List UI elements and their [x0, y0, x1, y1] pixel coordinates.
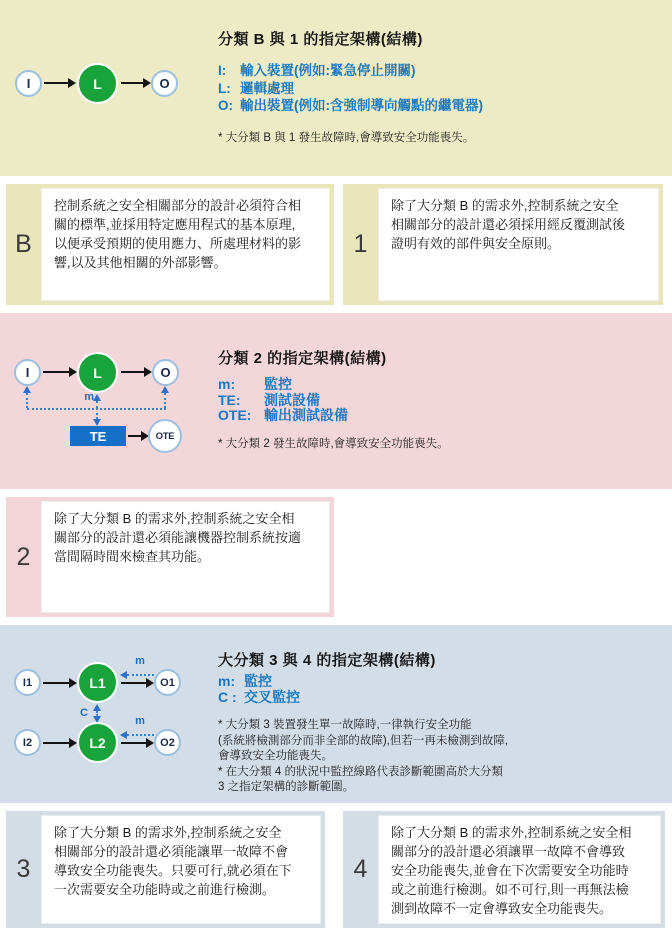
input-node: I [14, 359, 41, 386]
legend-value: 輸入裝置(例如:緊急停止開關) [240, 63, 416, 78]
legend-item [218, 673, 300, 689]
arrow [43, 371, 69, 373]
category-label: 2 [16, 542, 31, 571]
arrow [121, 82, 143, 84]
section-note: * 大分類 2 發生故障時,會導致安全功能喪失。 [218, 438, 449, 450]
dashed-line [96, 408, 98, 419]
legend-value: 邏輯處理 [240, 80, 294, 96]
category-box-1 [343, 184, 663, 305]
legend-key: O: [218, 98, 233, 113]
legend-value: 輸出測試設備 [264, 407, 348, 423]
category-label: 4 [353, 855, 368, 883]
legend [218, 377, 348, 424]
legend-item [218, 97, 483, 115]
category-label: B [15, 230, 32, 258]
legend-key: C : [218, 689, 237, 705]
logic-node: L1 [77, 662, 118, 703]
category-text: 控制系統之安全相關部分的設計必須符合相關的標準,並採用特定應用程式的基本原理,以便承受預期的使用應力、所處理材料的影響,以及其他相關的外部影響。 [54, 198, 302, 270]
arrowhead-left [120, 731, 127, 739]
arrowhead-up [93, 394, 101, 401]
test-equipment-node: TE [70, 426, 126, 446]
dashed-line [127, 734, 154, 736]
arrow [121, 371, 144, 373]
arrowhead-up [23, 386, 31, 393]
arrow [121, 682, 146, 684]
monitor-label: m [84, 391, 94, 403]
category-box-4 [343, 811, 665, 928]
arrow [43, 742, 69, 744]
legend-value: 監控 [264, 376, 292, 392]
legend-key: m: [218, 376, 236, 392]
logic-node: L [77, 63, 118, 104]
note-line: 會導致安全功能喪失。 [218, 750, 333, 762]
legend-key: L: [218, 80, 231, 96]
category-content [41, 815, 321, 924]
dashed-line [127, 674, 154, 676]
output-node: O [151, 70, 178, 97]
category-content [378, 815, 661, 924]
category-text: 除了大分類 B 的需求外,控制系統之安全相關部分的設計還必須能讓單一故障不會導致安全功能喪失。只要可行,就必須在下一次需要安全功能時或之前進行檢測。 [54, 825, 292, 897]
category-label: 1 [353, 230, 368, 258]
input-node: I [15, 70, 42, 97]
arrow [43, 682, 69, 684]
category-text: 除了大分類 B 的需求外,控制系統之安全相關部分的設計還必須採用經反覆測試後證明有效的部件與安全原則。 [391, 198, 626, 251]
output-node: O [152, 359, 179, 386]
category-content [378, 188, 659, 301]
monitor-label: m [135, 715, 145, 727]
legend-value: 監控 [244, 673, 272, 689]
note-line: * 在大分類 4 的狀況中監控線路代表診斷範圍高於大分類 [218, 765, 503, 778]
arrowhead-left [120, 671, 127, 679]
legend-item [218, 62, 483, 80]
legend-value: 交叉監控 [244, 689, 300, 705]
note-line: 3 之指定架構的診斷範圍。 [218, 781, 355, 793]
legend [218, 62, 483, 115]
legend-key: m: [218, 673, 236, 689]
category-content [41, 188, 330, 301]
section-title: 分類 2 的指定架構(結構) [218, 350, 387, 367]
output-test-equipment-node: OTE [148, 419, 182, 453]
legend [218, 673, 300, 705]
category-text: 除了大分類 B 的需求外,控制系統之安全相關部分的設計還必須讓單一故障不會導致安全功能喪失,並會在下次需要安全功能時或之前進行檢測。如不可行,則一再無法檢測到故障不一定會導致安全功能喪失。 [391, 825, 632, 916]
dashed-line [26, 393, 28, 408]
legend-item [218, 393, 348, 409]
logic-node: L2 [77, 722, 118, 763]
dashed-line [164, 393, 166, 408]
arrow [121, 742, 146, 744]
monitor-label: m [135, 655, 145, 667]
dashed-line [96, 401, 98, 408]
section-title: 分類 B 與 1 的指定架構(結構) [218, 31, 423, 48]
legend-key: OTE: [218, 407, 252, 423]
input-node: I1 [14, 669, 41, 696]
legend-key: TE: [218, 391, 241, 408]
arrow [44, 82, 68, 84]
cross-monitor-label: C [80, 707, 88, 719]
category-box-3 [6, 811, 325, 928]
input-node: I2 [14, 729, 41, 756]
arrowhead-down [93, 419, 101, 426]
logic-node: L [77, 352, 118, 393]
section-notes [218, 718, 658, 796]
legend-item [218, 408, 348, 424]
category-content [41, 501, 330, 613]
arrowhead-up [161, 386, 169, 393]
section-note: * 大分類 B 與 1 發生故障時,會導致安全功能喪失。 [218, 132, 475, 144]
legend-item [218, 80, 483, 98]
output-node: O2 [154, 729, 181, 756]
legend-item [218, 377, 348, 393]
note-line: * 大分類 3 裝置發生單一故障時,一律執行安全功能 [218, 719, 472, 731]
category-box-b [6, 184, 334, 305]
arrowhead-up [93, 704, 101, 711]
note-line: (系統將檢測部分而非全部的故障),但若一再未檢測到故障, [218, 734, 509, 747]
arrow [128, 435, 141, 437]
category-box-2 [6, 497, 334, 617]
legend-key: I: [218, 63, 227, 78]
category-text: 除了大分類 B 的需求外,控制系統之安全相關部分的設計還必須能讓機器控制系統按適當間隔時間來檢查其功能。 [54, 511, 302, 564]
legend-value: 輸出裝置(例如:含強制導向觸點的繼電器) [240, 98, 483, 113]
legend-item [218, 689, 300, 705]
section-title: 大分類 3 與 4 的指定架構(結構) [218, 652, 436, 669]
section-category-3-4 [0, 625, 672, 803]
section-category-2 [0, 313, 672, 489]
legend-value: 測試設備 [264, 391, 320, 408]
category-label: 3 [16, 855, 31, 883]
output-node: O1 [154, 669, 181, 696]
section-category-b1 [0, 0, 672, 176]
